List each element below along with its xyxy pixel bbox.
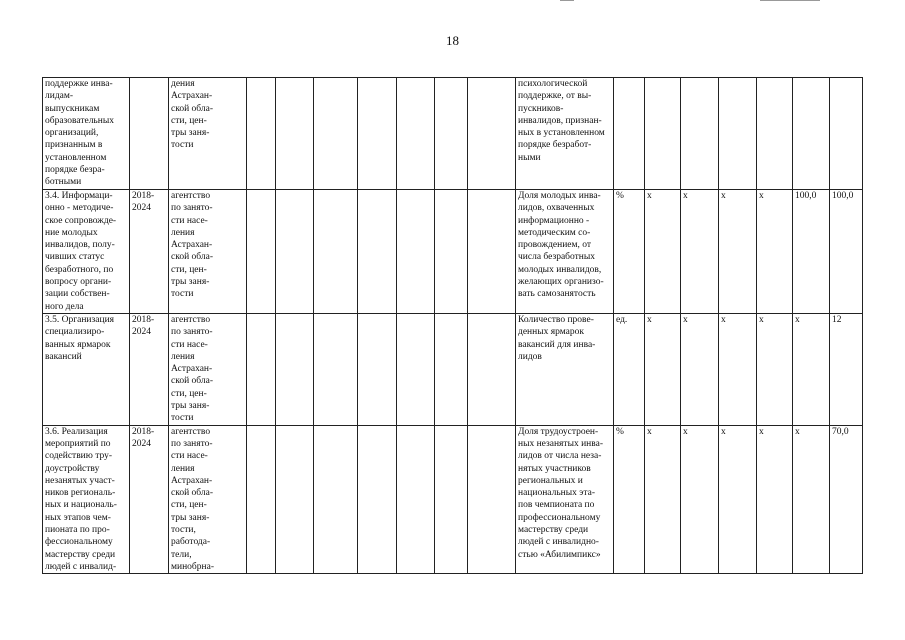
value-cell	[719, 78, 757, 190]
value-cell	[830, 78, 863, 190]
scan-edge-mark-1	[560, 0, 574, 1]
empty-cell	[435, 314, 468, 426]
empty-cell	[247, 425, 276, 574]
value-cell: 70,0	[830, 425, 863, 574]
empty-cell	[314, 190, 358, 314]
value-cell: х	[645, 190, 681, 314]
measure-cell: поддержке инва- лидам- выпускникам образовательных организаций, признанным в установленном порядке безра- ботными	[43, 78, 130, 190]
empty-cell	[247, 78, 276, 190]
empty-cell	[397, 78, 435, 190]
empty-cell	[435, 78, 468, 190]
value-cell: х	[681, 314, 719, 426]
empty-cell	[435, 190, 468, 314]
empty-cell	[397, 425, 435, 574]
period-cell	[130, 78, 169, 190]
value-cell: х	[757, 314, 793, 426]
executor-cell: агентство по занято- сти насе- ления Астрахан- ской обла- сти, цен- тры заня- тости, работода- тели, минобрна-	[169, 425, 247, 574]
table-row	[43, 78, 863, 190]
value-cell: х	[719, 190, 757, 314]
value-cell: х	[757, 425, 793, 574]
unit-cell: %	[614, 190, 645, 314]
unit-cell: ед.	[614, 314, 645, 426]
indicator-cell: Количество прове- денных ярмарок вакансий для инва- лидов	[516, 314, 614, 426]
empty-cell	[468, 190, 516, 314]
empty-cell	[468, 425, 516, 574]
empty-cell	[276, 190, 314, 314]
unit-cell: %	[614, 425, 645, 574]
period-cell: 2018- 2024	[130, 314, 169, 426]
empty-cell	[247, 190, 276, 314]
empty-cell	[247, 314, 276, 426]
empty-cell	[358, 78, 397, 190]
empty-cell	[314, 314, 358, 426]
value-cell: х	[793, 425, 830, 574]
value-cell	[757, 78, 793, 190]
value-cell: х	[645, 425, 681, 574]
value-cell: х	[793, 314, 830, 426]
table-row	[43, 190, 863, 314]
value-cell: 100,0	[830, 190, 863, 314]
empty-cell	[468, 314, 516, 426]
value-cell: 100,0	[793, 190, 830, 314]
indicator-cell: Доля молодых инва- лидов, охваченных информационно - методическим со- провождением, от числа безработных молодых инвалидов, желающих организо- вать самозанятость	[516, 190, 614, 314]
empty-cell	[358, 425, 397, 574]
executor-cell: агентство по занято- сти насе- ления Астрахан- ской обла- сти, цен- тры заня- тости	[169, 190, 247, 314]
executor-cell: агентство по занято- сти насе- ления Астрахан- ской обла- сти, цен- тры заня- тости	[169, 314, 247, 426]
empty-cell	[397, 314, 435, 426]
empty-cell	[276, 425, 314, 574]
value-cell: х	[757, 190, 793, 314]
measure-cell: 3.4. Информаци- онно - методиче- ское сопровожде- ние молодых инвалидов, полу- чивших статус безработного, по вопросу органи- зации собствен- ного дела	[43, 190, 130, 314]
indicator-cell: Доля трудоустроен- ных незанятых инва- лидов от числа неза- нятых участников региональных и национальных эта- пов чемпионата по профессиональному мастерству среди людей с инвалидно- стью «Абилимпикс»	[516, 425, 614, 574]
table-row	[43, 425, 863, 574]
value-cell: х	[681, 190, 719, 314]
indicator-cell: психологической поддержке, от вы- пускников- инвалидов, признан- ных в установленном порядке безработ- ными	[516, 78, 614, 190]
period-cell: 2018- 2024	[130, 190, 169, 314]
measures-table	[42, 77, 863, 574]
value-cell: х	[681, 425, 719, 574]
value-cell	[793, 78, 830, 190]
scan-edge-mark-2	[760, 0, 820, 1]
empty-cell	[435, 425, 468, 574]
empty-cell	[397, 190, 435, 314]
value-cell: х	[645, 314, 681, 426]
value-cell: 12	[830, 314, 863, 426]
executor-cell: дения Астрахан- ской обла- сти, цен- тры заня- тости	[169, 78, 247, 190]
unit-cell	[614, 78, 645, 190]
period-cell: 2018- 2024	[130, 425, 169, 574]
empty-cell	[314, 78, 358, 190]
empty-cell	[314, 425, 358, 574]
table-row	[43, 314, 863, 426]
empty-cell	[276, 78, 314, 190]
value-cell: х	[719, 314, 757, 426]
measure-cell: 3.6. Реализация мероприятий по содействию тру- доустройству незанятых участ- ников региональ- ных и националь- ных этапов чем- пионата по про- фессиональному мастерству среди людей с инвалид-	[43, 425, 130, 574]
page-number: 18	[446, 33, 459, 48]
empty-cell	[358, 314, 397, 426]
value-cell	[681, 78, 719, 190]
value-cell	[645, 78, 681, 190]
empty-cell	[276, 314, 314, 426]
measure-cell: 3.5. Организация специализиро- ванных ярмарок вакансий	[43, 314, 130, 426]
empty-cell	[358, 190, 397, 314]
empty-cell	[468, 78, 516, 190]
value-cell: х	[719, 425, 757, 574]
